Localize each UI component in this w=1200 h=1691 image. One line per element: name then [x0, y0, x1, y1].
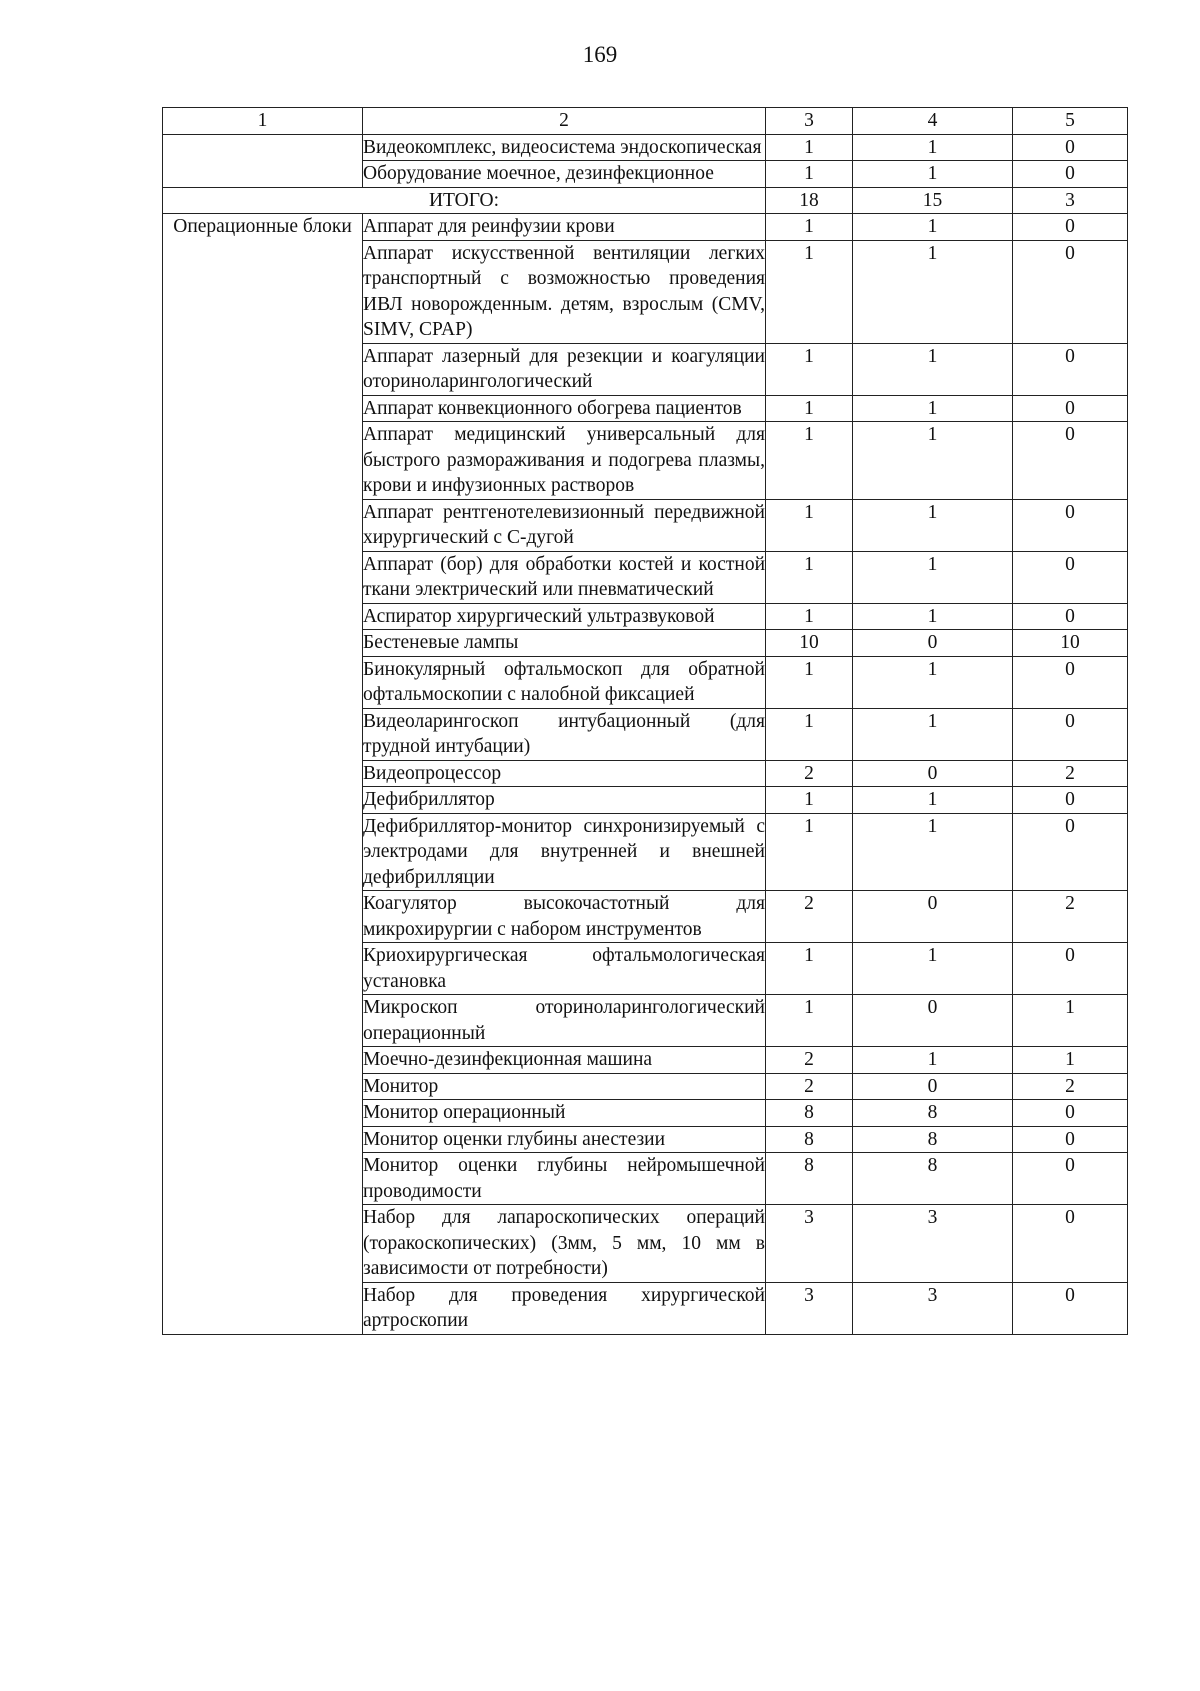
total-available: 15: [853, 187, 1013, 214]
equipment-name: Видеопроцессор: [363, 760, 766, 787]
quantity-required: 1: [766, 499, 853, 551]
quantity-required: 1: [766, 551, 853, 603]
total-required: 18: [766, 187, 853, 214]
quantity-required: 8: [766, 1126, 853, 1153]
quantity-available: 0: [853, 891, 1013, 943]
equipment-name: Монитор оценки глубины анестезии: [363, 1126, 766, 1153]
equipment-table: [162, 107, 1128, 1335]
page-number: 169: [582, 42, 618, 67]
quantity-available: 1: [853, 551, 1013, 603]
quantity-required: 2: [766, 1073, 853, 1100]
quantity-available: 3: [853, 1282, 1013, 1334]
equipment-name: Аппарат для реинфузии крови: [363, 214, 766, 241]
quantity-needed: 0: [1013, 1153, 1128, 1205]
total-needed: 3: [1013, 187, 1128, 214]
column-header: 2: [363, 108, 766, 135]
quantity-needed: 0: [1013, 656, 1128, 708]
quantity-required: 1: [766, 603, 853, 630]
quantity-required: 1: [766, 240, 853, 343]
equipment-name: Аппарат медицинский универсальный для быстрого размораживания и подогрева плазмы, крови и инфузионных растворов: [363, 422, 766, 500]
quantity-required: 1: [766, 943, 853, 995]
column-header: 4: [853, 108, 1013, 135]
equipment-name: Монитор операционный: [363, 1100, 766, 1127]
equipment-name: Аппарат рентгенотелевизионный передвижной хирургический с С-дугой: [363, 499, 766, 551]
quantity-required: 3: [766, 1205, 853, 1283]
quantity-needed: 1: [1013, 1047, 1128, 1074]
column-header: 3: [766, 108, 853, 135]
quantity-required: 1: [766, 708, 853, 760]
equipment-name: Коагулятор высокочастотный для микрохирургии с набором инструментов: [363, 891, 766, 943]
quantity-required: 1: [766, 656, 853, 708]
quantity-available: 1: [853, 656, 1013, 708]
quantity-available: 1: [853, 708, 1013, 760]
quantity-needed: 0: [1013, 1100, 1128, 1127]
table-row: [163, 214, 1128, 241]
column-header: 5: [1013, 108, 1128, 135]
equipment-name: Видеоларингоскоп интубационный (для трудной интубации): [363, 708, 766, 760]
quantity-available: 1: [853, 499, 1013, 551]
quantity-required: 1: [766, 161, 853, 188]
quantity-needed: 0: [1013, 395, 1128, 422]
quantity-required: 1: [766, 134, 853, 161]
quantity-needed: 0: [1013, 343, 1128, 395]
equipment-name: Монитор оценки глубины нейромышечной проводимости: [363, 1153, 766, 1205]
quantity-required: 2: [766, 891, 853, 943]
quantity-required: 2: [766, 1047, 853, 1074]
total-label: ИТОГО:: [163, 187, 766, 214]
department-name: Операционные блоки: [163, 214, 363, 1335]
quantity-needed: 0: [1013, 499, 1128, 551]
quantity-available: 8: [853, 1153, 1013, 1205]
department-cell-empty: [163, 134, 363, 187]
quantity-available: 0: [853, 760, 1013, 787]
quantity-needed: 0: [1013, 603, 1128, 630]
quantity-required: 1: [766, 214, 853, 241]
quantity-available: 1: [853, 161, 1013, 188]
quantity-available: 1: [853, 787, 1013, 814]
quantity-available: 0: [853, 1073, 1013, 1100]
equipment-name: Моечно-дезинфекционная машина: [363, 1047, 766, 1074]
equipment-name: Криохирургическая офтальмологическая установка: [363, 943, 766, 995]
equipment-name: Аспиратор хирургический ультразвуковой: [363, 603, 766, 630]
quantity-needed: 1: [1013, 995, 1128, 1047]
quantity-available: 1: [853, 214, 1013, 241]
quantity-available: 1: [853, 395, 1013, 422]
equipment-name: Аппарат лазерный для резекции и коагуляции оториноларингологический: [363, 343, 766, 395]
quantity-needed: 0: [1013, 240, 1128, 343]
quantity-required: 1: [766, 995, 853, 1047]
column-header: 1: [163, 108, 363, 135]
quantity-needed: 0: [1013, 708, 1128, 760]
quantity-available: 0: [853, 995, 1013, 1047]
quantity-needed: 0: [1013, 422, 1128, 500]
quantity-available: 3: [853, 1205, 1013, 1283]
quantity-available: 1: [853, 240, 1013, 343]
total-row: [163, 187, 1128, 214]
equipment-name: Аппарат (бор) для обработки костей и костной ткани электрический или пневматический: [363, 551, 766, 603]
quantity-available: 1: [853, 813, 1013, 891]
quantity-required: 1: [766, 787, 853, 814]
quantity-needed: 0: [1013, 787, 1128, 814]
quantity-needed: 0: [1013, 214, 1128, 241]
quantity-available: 1: [853, 134, 1013, 161]
quantity-required: 2: [766, 760, 853, 787]
quantity-available: 1: [853, 343, 1013, 395]
quantity-available: 1: [853, 422, 1013, 500]
quantity-needed: 0: [1013, 1126, 1128, 1153]
equipment-name: Дефибриллятор: [363, 787, 766, 814]
quantity-needed: 2: [1013, 760, 1128, 787]
quantity-available: 1: [853, 1047, 1013, 1074]
equipment-name: Монитор: [363, 1073, 766, 1100]
quantity-needed: 0: [1013, 1282, 1128, 1334]
header-row: [163, 108, 1128, 135]
equipment-name: Микроскоп оториноларингологический операционный: [363, 995, 766, 1047]
quantity-required: 8: [766, 1153, 853, 1205]
quantity-needed: 2: [1013, 1073, 1128, 1100]
quantity-available: 1: [853, 603, 1013, 630]
quantity-required: 10: [766, 630, 853, 657]
equipment-name: Оборудование моечное, дезинфекционное: [363, 161, 766, 188]
equipment-name: Набор для лапароскопических операций (торакоскопических) (3мм, 5 мм, 10 мм в зависимости от потребности): [363, 1205, 766, 1283]
quantity-needed: 0: [1013, 134, 1128, 161]
quantity-needed: 2: [1013, 891, 1128, 943]
quantity-needed: 0: [1013, 943, 1128, 995]
equipment-name: Видеокомплекс, видеосистема эндоскопическая: [363, 134, 766, 161]
quantity-available: 8: [853, 1100, 1013, 1127]
quantity-needed: 0: [1013, 813, 1128, 891]
table-row: [163, 134, 1128, 161]
equipment-name: Аппарат конвекционного обогрева пациентов: [363, 395, 766, 422]
quantity-required: 1: [766, 395, 853, 422]
quantity-required: 1: [766, 343, 853, 395]
quantity-required: 1: [766, 813, 853, 891]
quantity-available: 8: [853, 1126, 1013, 1153]
quantity-available: 0: [853, 630, 1013, 657]
quantity-needed: 0: [1013, 1205, 1128, 1283]
quantity-required: 3: [766, 1282, 853, 1334]
quantity-available: 1: [853, 943, 1013, 995]
quantity-needed: 10: [1013, 630, 1128, 657]
equipment-name: Аппарат искусственной вентиляции легких транспортный с возможностью проведения ИВЛ новорожденным. детям, взрослым (CMV, SIMV, CPAP): [363, 240, 766, 343]
quantity-required: 8: [766, 1100, 853, 1127]
quantity-needed: 0: [1013, 551, 1128, 603]
equipment-name: Дефибриллятор-монитор синхронизируемый с электродами для внутренней и внешней дефибрилляции: [363, 813, 766, 891]
equipment-name: Бинокулярный офтальмоскоп для обратной офтальмоскопии с налобной фиксацией: [363, 656, 766, 708]
quantity-required: 1: [766, 422, 853, 500]
quantity-needed: 0: [1013, 161, 1128, 188]
equipment-name: Бестеневые лампы: [363, 630, 766, 657]
equipment-name: Набор для проведения хирургической артроскопии: [363, 1282, 766, 1334]
